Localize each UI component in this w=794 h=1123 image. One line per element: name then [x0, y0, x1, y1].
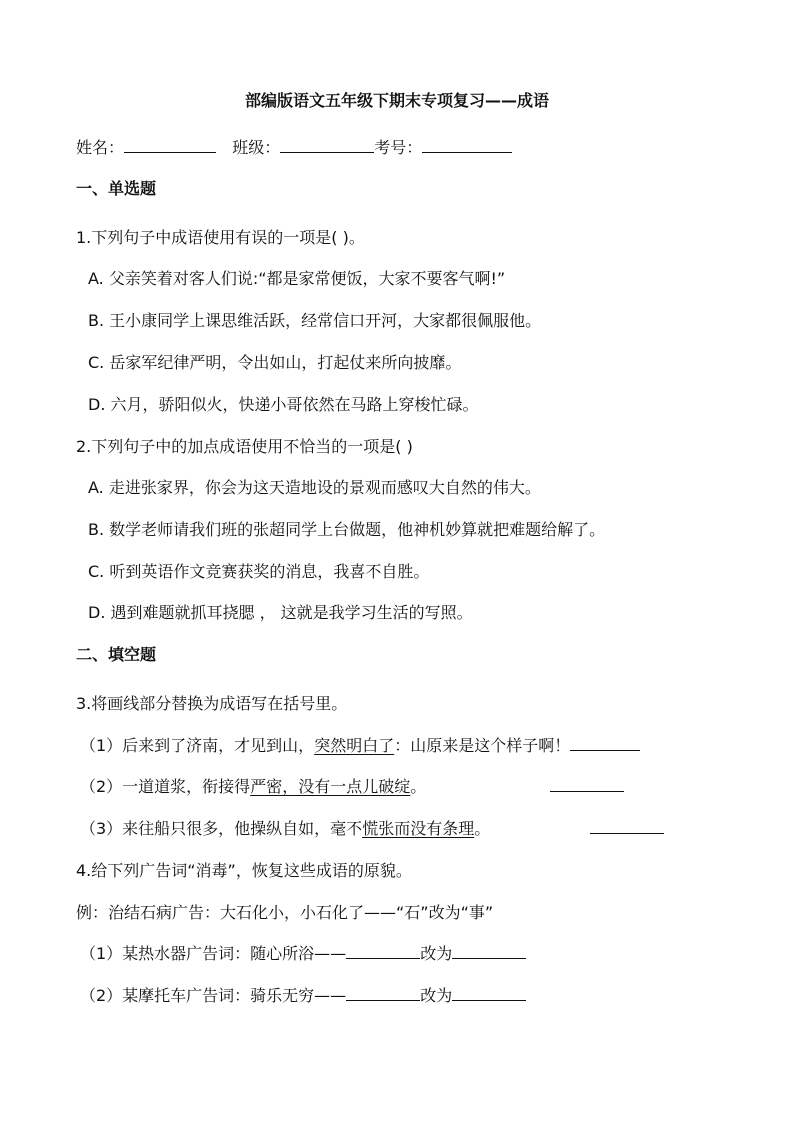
question-3-item-2 — [80, 777, 426, 797]
question-4-item-2-mid: 改为 — [420, 986, 453, 1005]
question-4-item-2-blank-original[interactable] — [346, 986, 420, 1001]
number-label: 考号： — [374, 138, 423, 157]
question-3-item-1-answer-blank[interactable] — [570, 736, 640, 751]
question-1-option-b[interactable]: B. 王小康同学上课思维活跃，经常信口开河，大家都很佩服他。 — [88, 311, 542, 330]
question-3-item-2-pre: （2）一道道浆，衔接得 — [80, 777, 251, 796]
question-3-item-2-answer-blank-wrap — [550, 777, 624, 797]
question-1-option-a[interactable]: A. 父亲笑着对客人们说:“都是家常便饭，大家不要客气啊!” — [88, 269, 506, 288]
question-4-item-1-blank-corrected[interactable] — [452, 944, 526, 959]
question-3-item-1-pre: （1）后来到了济南，才见到山， — [80, 736, 315, 755]
question-4-item-1-pre: （1）某热水器广告词：随心所浴—— — [80, 944, 347, 963]
name-label: 姓名： — [76, 138, 125, 157]
class-label: 班级： — [232, 138, 281, 157]
number-blank[interactable] — [422, 138, 512, 153]
question-3-item-3-answer-blank[interactable] — [590, 819, 664, 834]
question-4-item-2 — [80, 986, 526, 1006]
page-title: 部编版语文五年级下期末专项复习——成语 — [244, 91, 549, 110]
question-3-item-3-answer-blank-wrap — [590, 819, 664, 839]
question-3-item-2-answer-blank[interactable] — [550, 777, 624, 792]
section-heading-single-choice: 一、单选题 — [76, 179, 157, 198]
question-4-item-1 — [80, 944, 526, 964]
question-2-option-d[interactable]: D. 遇到难题就抓耳挠腮 ， 这就是我学习生活的写照。 — [88, 603, 473, 622]
question-3-item-2-post: 。 — [410, 777, 427, 796]
question-1-option-d[interactable]: D. 六月，骄阳似火，快递小哥依然在马路上穿梭忙碌。 — [88, 395, 479, 414]
question-4-item-2-pre: （2）某摩托车广告词：骑乐无穷—— — [80, 986, 347, 1005]
question-4-stem: 4.给下列广告词“消毒”，恢复这些成语的原貌。 — [76, 861, 412, 880]
question-3-item-3-post: 。 — [474, 819, 491, 838]
question-1-option-c[interactable]: C. 岳家军纪律严明，令出如山，打起仗来所向披靡。 — [88, 353, 462, 372]
question-3-item-1-post: ：山原来是这个样子啊！ — [394, 736, 571, 755]
question-3-item-3 — [80, 819, 490, 839]
question-3-item-3-pre: （3）来往船只很多，他操纵自如，毫不 — [80, 819, 363, 838]
question-4-item-2-blank-corrected[interactable] — [452, 986, 526, 1001]
question-3-item-1-underlined: 突然明白了 — [314, 736, 395, 755]
question-4-item-1-mid: 改为 — [420, 944, 453, 963]
section-heading-fill-blank: 二、填空题 — [76, 645, 157, 664]
question-3-stem: 3.将画线部分替换为成语写在括号里。 — [76, 694, 348, 713]
question-2-stem: 2.下列句子中的加点成语使用不恰当的一项是( ) — [76, 437, 413, 456]
question-3-item-1 — [80, 736, 640, 756]
name-blank[interactable] — [124, 138, 216, 153]
student-info-row — [76, 138, 512, 158]
question-2-option-a[interactable]: A. 走进张家界，你会为这天造地设的景观而感叹大自然的伟大。 — [88, 478, 541, 497]
question-1-stem: 1.下列句子中成语使用有误的一项是( )。 — [76, 228, 365, 247]
class-blank[interactable] — [280, 138, 374, 153]
question-2-option-b[interactable]: B. 数学老师请我们班的张超同学上台做题，他神机妙算就把难题给解了。 — [88, 520, 606, 539]
question-3-item-2-underlined: 严密，没有一点儿破绽 — [250, 777, 411, 796]
question-4-item-1-blank-original[interactable] — [346, 944, 420, 959]
question-3-item-3-underlined: 慌张而没有条理 — [362, 819, 475, 838]
question-2-option-c[interactable]: C. 听到英语作文竞赛获奖的消息，我喜不自胜。 — [88, 562, 430, 581]
question-4-example: 例：治结石病广告：大石化小，小石化了——“石”改为“事” — [76, 903, 494, 922]
